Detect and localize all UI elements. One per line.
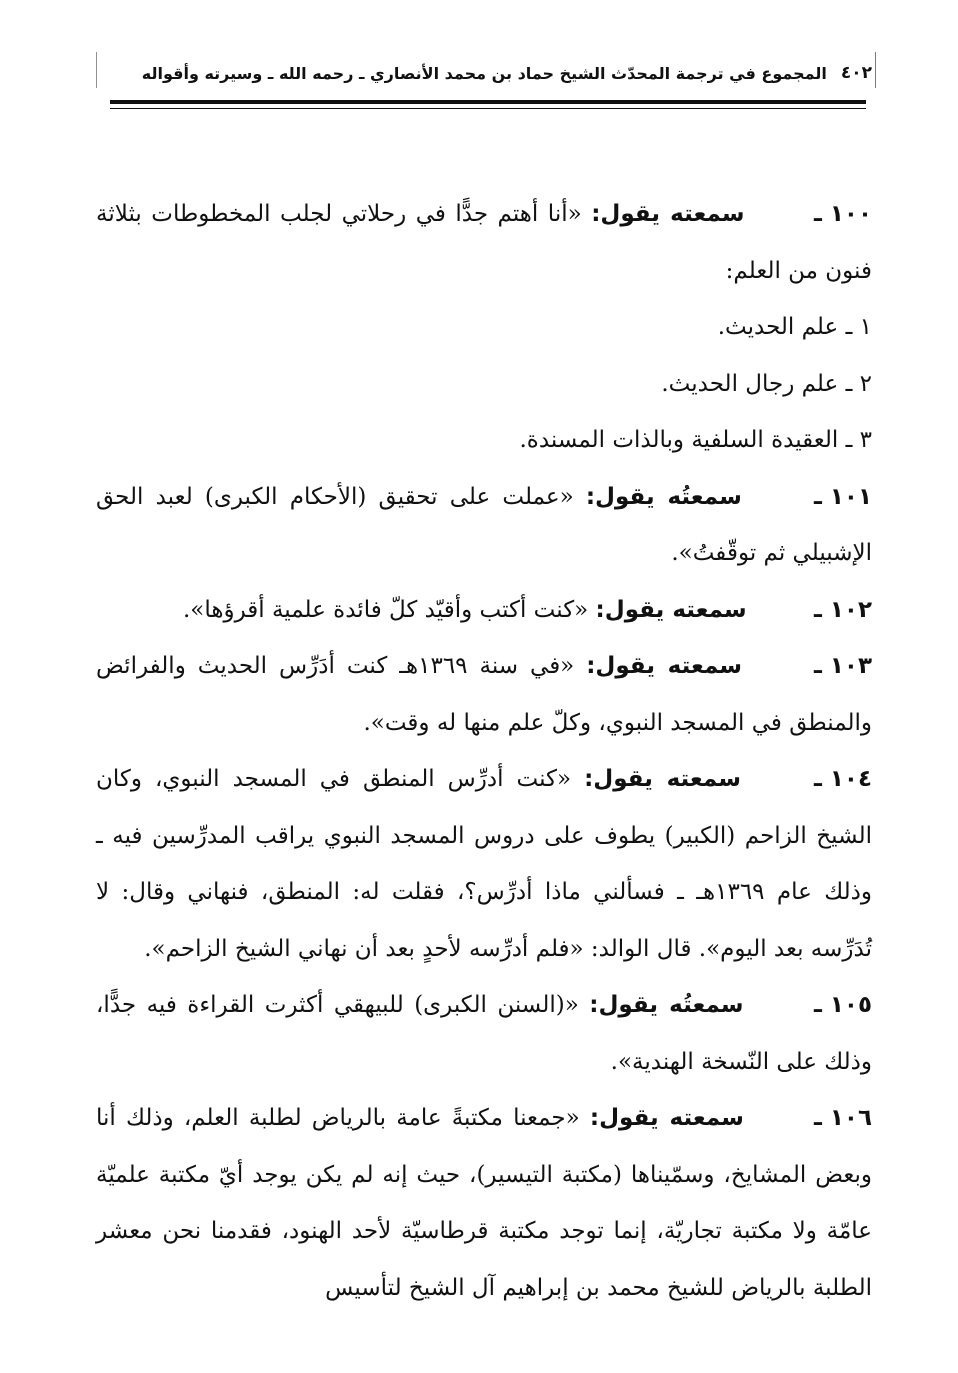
entry-text: «كنت أكتب وأقيّد كلّ فائدة علمية أقرؤها». xyxy=(182,596,589,623)
entry-text: «في سنة ١٣٦٩هـ كنت أدَرِّس الحديث والفرائض والمنطق في المسجد النبوي، وكلّ علم منها له وقت». xyxy=(96,653,872,736)
entry-lead: سمعته يقول: xyxy=(584,766,741,792)
running-title: المجموع في ترجمة المحدّث الشيخ حماد بن محمد الأنصاري ـ رحمه الله ـ وسيرته وأقواله xyxy=(141,63,827,83)
running-header xyxy=(92,58,872,88)
entry-106 xyxy=(96,1090,872,1316)
entry-number: ١٠٢ ـ xyxy=(814,596,872,623)
entry-lead: سمعتُه يقول: xyxy=(585,483,742,510)
page-number: ٤٠٢ xyxy=(840,63,872,83)
entry-104 xyxy=(96,751,872,977)
scan-edge-mark xyxy=(875,52,876,88)
entry-lead: سمعته يقول: xyxy=(586,653,743,679)
entry-text: «أنا أهتم جدًّا في رحلاتي لجلب المخطوطات بثلاثة فنون من العلم: xyxy=(96,201,872,284)
entry-number: ١٠٦ ـ xyxy=(814,1105,873,1131)
entry-102 xyxy=(96,582,872,639)
header-rule-thin xyxy=(110,108,866,109)
entry-103 xyxy=(96,638,872,751)
entry-number: ١٠١ ـ xyxy=(814,483,872,510)
entry-lead: سمعته يقول: xyxy=(595,596,747,623)
entry-text: «عملت على تحقيق (الأحكام الكبرى) لعبد الحق الإشبيلي ثم توقّفتُ». xyxy=(96,483,872,566)
entry-lead: سمعته يقول: xyxy=(589,1105,744,1131)
entry-text: «(السنن الكبرى) للبيهقي أكثرت القراءة فيه جدًّا، وذلك على النّسخة الهندية». xyxy=(96,992,872,1075)
entry-lead: سمعتُه يقول: xyxy=(589,992,744,1018)
list-item: ٣ ـ العقيدة السلفية وبالذات المسندة. xyxy=(519,427,872,453)
entry-text: «كنت أدرِّس المنطق في المسجد النبوي، وكان الشيخ الزاحم (الكبير) يطوف على دروس المسجد النبوي يراقب المدرِّسين فيه ـ وذلك عام ١٣٦٩هـ ـ فسألني ماذا أدرِّس؟، فقلت له: المنطق، فنهاني وقال: لا تُدَرِّسه بعد اليوم». قال الوالد: «فلم أدرِّسه لأحدٍ بعد أن نهاني الشيخ الزاحم». xyxy=(96,766,872,962)
list-item: ٢ ـ علم رجال الحديث. xyxy=(661,370,872,397)
entry-text: «جمعنا مكتبةً عامة بالرياض لطلبة العلم، وذلك أنا وبعض المشايخ، وسمّيناها (مكتبة التيسير)، حيث إنه لم يكن يوجد أيّ مكتبة علميّة عامّة ولا مكتبة تجاريّة، إنما توجد مكتبة قرطاسيّة لأحد الهنود، فقدمنا نحن معشر الطلبة بالرياض للشيخ محمد بن إبراهيم آل الشيخ لتأسيس xyxy=(96,1105,872,1301)
entry-100 xyxy=(96,186,872,299)
list-item: ١ ـ علم الحديث. xyxy=(717,314,872,340)
header-rule-thick xyxy=(110,100,866,104)
entry-number: ١٠٥ ـ xyxy=(814,992,872,1018)
entry-105 xyxy=(96,977,872,1090)
entry-number: ١٠٠ ـ xyxy=(814,201,873,227)
entry-number: ١٠٣ ـ xyxy=(814,653,872,679)
entry-101 xyxy=(96,469,872,582)
entry-number: ١٠٤ ـ xyxy=(814,766,872,792)
entry-lead: سمعته يقول: xyxy=(591,201,745,227)
page-body xyxy=(96,186,872,1316)
